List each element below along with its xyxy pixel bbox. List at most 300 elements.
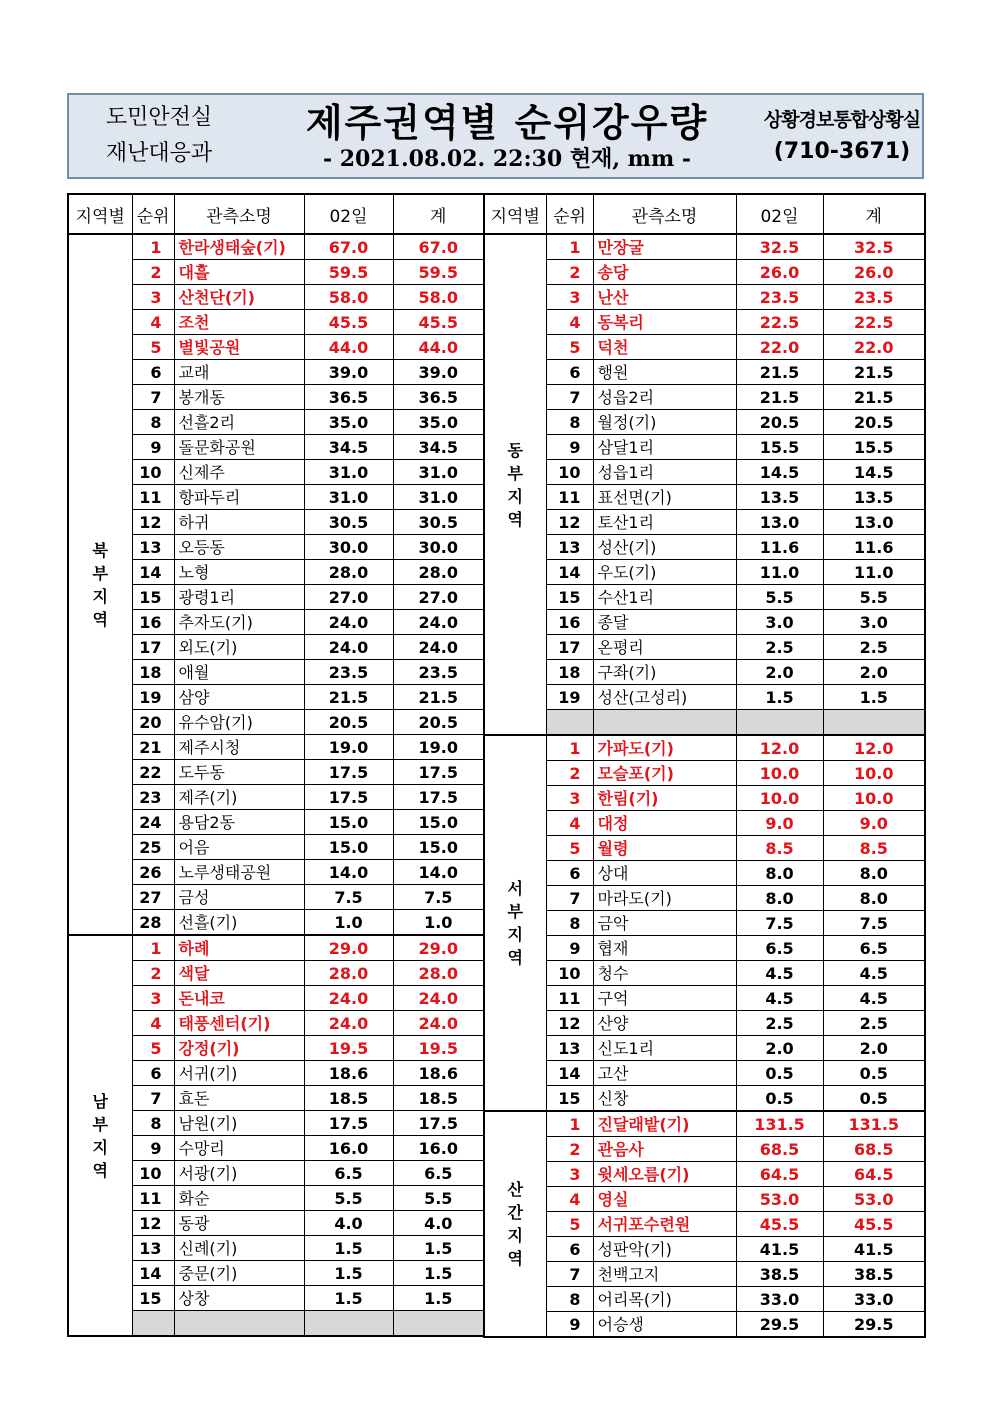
station-name-cell: 성읍1리 xyxy=(593,460,736,485)
table-row xyxy=(484,610,925,635)
table-row xyxy=(484,234,925,260)
total-rainfall-cell: 23.5 xyxy=(393,660,484,685)
station-name-cell: 하례 xyxy=(174,935,304,961)
station-name-cell: 제주시청 xyxy=(174,735,304,760)
table-row xyxy=(484,911,925,936)
station-name-cell: 한림(기) xyxy=(593,786,736,811)
day-rainfall-cell: 4.5 xyxy=(736,961,823,986)
day-rainfall-cell: 13.0 xyxy=(736,510,823,535)
region-label: 동 부 지 역 xyxy=(484,234,546,735)
office-block xyxy=(762,95,922,177)
day-rainfall-cell: 33.0 xyxy=(736,1287,823,1312)
station-name-cell: 어음 xyxy=(174,835,304,860)
report-header xyxy=(67,93,924,179)
total-rainfall-cell: 19.0 xyxy=(393,735,484,760)
total-rainfall-cell: 1.5 xyxy=(393,1236,484,1261)
rank-cell: 4 xyxy=(132,310,174,335)
station-name-cell: 색달 xyxy=(174,961,304,986)
rank-cell: 10 xyxy=(132,460,174,485)
header-station: 관측소명 xyxy=(174,194,304,234)
rank-cell: 12 xyxy=(132,510,174,535)
rank-cell: 14 xyxy=(546,1061,593,1086)
station-name-cell: 삼달1리 xyxy=(593,435,736,460)
department-line-1: 도민안전실 xyxy=(105,105,213,130)
day-rainfall-cell: 36.5 xyxy=(304,385,393,410)
day-rainfall-cell: 67.0 xyxy=(304,234,393,260)
day-rainfall-cell: 30.5 xyxy=(304,510,393,535)
station-name-cell: 종달 xyxy=(593,610,736,635)
table-row xyxy=(484,385,925,410)
rank-cell: 5 xyxy=(132,335,174,360)
day-rainfall-cell: 29.0 xyxy=(304,935,393,961)
day-rainfall-cell: 1.5 xyxy=(304,1261,393,1286)
rank-cell: 18 xyxy=(546,660,593,685)
table-row xyxy=(484,1036,925,1061)
total-rainfall-cell: 31.0 xyxy=(393,460,484,485)
station-name-cell: 천백고지 xyxy=(593,1262,736,1287)
day-rainfall-cell: 2.0 xyxy=(736,660,823,685)
office-phone: (710-3671) xyxy=(773,139,911,164)
total-rainfall-cell: 17.5 xyxy=(393,785,484,810)
day-rainfall-cell: 45.5 xyxy=(736,1212,823,1237)
rank-cell: 15 xyxy=(132,585,174,610)
station-name-cell: 신창 xyxy=(593,1086,736,1112)
day-rainfall-cell: 17.5 xyxy=(304,785,393,810)
day-rainfall-cell: 28.0 xyxy=(304,560,393,585)
total-rainfall-cell: 64.5 xyxy=(823,1162,925,1187)
station-name-cell: 덕천 xyxy=(593,335,736,360)
total-rainfall-cell: 39.0 xyxy=(393,360,484,385)
station-name-cell: 대정 xyxy=(593,811,736,836)
rank-cell: 22 xyxy=(132,760,174,785)
day-rainfall-cell: 8.5 xyxy=(736,836,823,861)
title-block xyxy=(249,95,765,177)
day-rainfall-cell: 21.5 xyxy=(736,360,823,385)
header-day: 02일 xyxy=(736,194,823,234)
day-rainfall-cell: 6.5 xyxy=(736,936,823,961)
rank-cell: 7 xyxy=(132,1086,174,1111)
total-rainfall-cell: 1.5 xyxy=(823,685,925,710)
station-name-cell: 교래 xyxy=(174,360,304,385)
rank-cell: 26 xyxy=(132,860,174,885)
total-rainfall-cell: 21.5 xyxy=(823,385,925,410)
rank-cell: 17 xyxy=(546,635,593,660)
station-name-cell: 오등동 xyxy=(174,535,304,560)
rank-cell: 20 xyxy=(132,710,174,735)
day-rainfall-cell: 7.5 xyxy=(304,885,393,910)
day-rainfall-cell: 12.0 xyxy=(736,735,823,761)
total-rainfall-cell: 1.5 xyxy=(393,1261,484,1286)
table-row xyxy=(484,510,925,535)
station-name-cell: 용담2동 xyxy=(174,810,304,835)
rank-cell: 6 xyxy=(546,1237,593,1262)
day-rainfall-cell: 4.0 xyxy=(304,1211,393,1236)
total-rainfall-cell: 4.5 xyxy=(823,986,925,1011)
rank-cell: 27 xyxy=(132,885,174,910)
rank-cell: 4 xyxy=(546,310,593,335)
rank-cell: 7 xyxy=(546,886,593,911)
station-name-cell: 고산 xyxy=(593,1061,736,1086)
empty-cell xyxy=(393,1311,484,1337)
day-rainfall-cell: 17.5 xyxy=(304,760,393,785)
station-name-cell: 난산 xyxy=(593,285,736,310)
station-name-cell: 선흘2리 xyxy=(174,410,304,435)
day-rainfall-cell: 24.0 xyxy=(304,610,393,635)
station-name-cell: 송당 xyxy=(593,260,736,285)
day-rainfall-cell: 30.0 xyxy=(304,535,393,560)
station-name-cell: 제주(기) xyxy=(174,785,304,810)
day-rainfall-cell: 31.0 xyxy=(304,460,393,485)
rank-cell: 8 xyxy=(546,410,593,435)
day-rainfall-cell: 0.5 xyxy=(736,1061,823,1086)
station-name-cell: 만장굴 xyxy=(593,234,736,260)
day-rainfall-cell: 16.0 xyxy=(304,1136,393,1161)
total-rainfall-cell: 8.0 xyxy=(823,886,925,911)
rank-cell: 3 xyxy=(132,986,174,1011)
station-name-cell: 행원 xyxy=(593,360,736,385)
rank-cell: 15 xyxy=(546,585,593,610)
header-region: 지역별 xyxy=(68,194,132,234)
station-name-cell: 봉개동 xyxy=(174,385,304,410)
day-rainfall-cell: 11.6 xyxy=(736,535,823,560)
total-rainfall-cell: 36.5 xyxy=(393,385,484,410)
total-rainfall-cell: 12.0 xyxy=(823,735,925,761)
rank-cell: 11 xyxy=(132,485,174,510)
day-rainfall-cell: 2.5 xyxy=(736,1011,823,1036)
total-rainfall-cell: 67.0 xyxy=(393,234,484,260)
rank-cell: 3 xyxy=(546,285,593,310)
station-name-cell: 월령 xyxy=(593,836,736,861)
table-row xyxy=(484,1086,925,1112)
station-name-cell: 도두동 xyxy=(174,760,304,785)
rank-cell: 5 xyxy=(546,335,593,360)
station-name-cell: 효돈 xyxy=(174,1086,304,1111)
total-rainfall-cell: 2.5 xyxy=(823,1011,925,1036)
station-name-cell: 온평리 xyxy=(593,635,736,660)
station-name-cell: 남원(기) xyxy=(174,1111,304,1136)
table-row xyxy=(484,285,925,310)
station-name-cell: 서귀(기) xyxy=(174,1061,304,1086)
day-rainfall-cell: 6.5 xyxy=(304,1161,393,1186)
rank-cell: 2 xyxy=(546,761,593,786)
rank-cell: 11 xyxy=(546,986,593,1011)
total-rainfall-cell: 30.0 xyxy=(393,535,484,560)
day-rainfall-cell: 59.5 xyxy=(304,260,393,285)
rank-cell: 7 xyxy=(546,385,593,410)
total-rainfall-cell: 29.0 xyxy=(393,935,484,961)
station-name-cell: 구좌(기) xyxy=(593,660,736,685)
table-row xyxy=(484,961,925,986)
station-name-cell: 광령1리 xyxy=(174,585,304,610)
total-rainfall-cell: 4.5 xyxy=(823,961,925,986)
day-rainfall-cell: 23.5 xyxy=(304,660,393,685)
station-name-cell: 가파도(기) xyxy=(593,735,736,761)
day-rainfall-cell: 7.5 xyxy=(736,911,823,936)
rank-cell: 4 xyxy=(546,1187,593,1212)
day-rainfall-cell: 15.0 xyxy=(304,810,393,835)
rank-cell: 4 xyxy=(132,1011,174,1036)
day-rainfall-cell: 22.0 xyxy=(736,335,823,360)
table-row xyxy=(484,410,925,435)
station-name-cell: 상대 xyxy=(593,861,736,886)
day-rainfall-cell: 68.5 xyxy=(736,1137,823,1162)
rank-cell: 6 xyxy=(546,360,593,385)
station-name-cell: 모슬포(기) xyxy=(593,761,736,786)
header-rank: 순위 xyxy=(546,194,593,234)
station-name-cell: 금성 xyxy=(174,885,304,910)
rank-cell: 14 xyxy=(132,1261,174,1286)
total-rainfall-cell: 30.5 xyxy=(393,510,484,535)
station-name-cell: 우도(기) xyxy=(593,560,736,585)
total-rainfall-cell: 58.0 xyxy=(393,285,484,310)
station-name-cell: 중문(기) xyxy=(174,1261,304,1286)
table-row xyxy=(484,1011,925,1036)
station-name-cell: 외도(기) xyxy=(174,635,304,660)
rank-cell: 1 xyxy=(132,234,174,260)
rank-cell: 11 xyxy=(546,485,593,510)
station-name-cell: 서광(기) xyxy=(174,1161,304,1186)
table-row xyxy=(68,935,484,961)
station-name-cell: 협재 xyxy=(593,936,736,961)
day-rainfall-cell: 15.0 xyxy=(304,835,393,860)
station-name-cell: 윗세오름(기) xyxy=(593,1162,736,1187)
total-rainfall-cell: 24.0 xyxy=(393,1011,484,1036)
day-rainfall-cell: 38.5 xyxy=(736,1262,823,1287)
day-rainfall-cell: 2.5 xyxy=(736,635,823,660)
day-rainfall-cell: 22.5 xyxy=(736,310,823,335)
station-name-cell: 표선면(기) xyxy=(593,485,736,510)
station-name-cell: 태풍센터(기) xyxy=(174,1011,304,1036)
station-name-cell: 유수암(기) xyxy=(174,710,304,735)
total-rainfall-cell: 0.5 xyxy=(823,1061,925,1086)
empty-row xyxy=(484,710,925,736)
total-rainfall-cell: 68.5 xyxy=(823,1137,925,1162)
day-rainfall-cell: 1.5 xyxy=(736,685,823,710)
day-rainfall-cell: 18.6 xyxy=(304,1061,393,1086)
day-rainfall-cell: 28.0 xyxy=(304,961,393,986)
station-name-cell: 화순 xyxy=(174,1186,304,1211)
header-rank: 순위 xyxy=(132,194,174,234)
day-rainfall-cell: 1.5 xyxy=(304,1236,393,1261)
table-row xyxy=(484,861,925,886)
total-rainfall-cell: 2.0 xyxy=(823,660,925,685)
total-rainfall-cell: 15.0 xyxy=(393,810,484,835)
day-rainfall-cell: 20.5 xyxy=(304,710,393,735)
day-rainfall-cell: 11.0 xyxy=(736,560,823,585)
station-name-cell: 애월 xyxy=(174,660,304,685)
total-rainfall-cell: 24.0 xyxy=(393,635,484,660)
rank-cell: 1 xyxy=(132,935,174,961)
rank-cell: 21 xyxy=(132,735,174,760)
table-row xyxy=(484,585,925,610)
total-rainfall-cell: 1.0 xyxy=(393,910,484,936)
rank-cell: 1 xyxy=(546,234,593,260)
table-row xyxy=(484,811,925,836)
empty-cell xyxy=(823,710,925,736)
rank-cell: 15 xyxy=(546,1086,593,1112)
total-rainfall-cell: 8.5 xyxy=(823,836,925,861)
station-name-cell: 구억 xyxy=(593,986,736,1011)
station-name-cell: 영실 xyxy=(593,1187,736,1212)
total-rainfall-cell: 11.6 xyxy=(823,535,925,560)
table-row xyxy=(484,1287,925,1312)
day-rainfall-cell: 31.0 xyxy=(304,485,393,510)
rank-cell: 13 xyxy=(546,535,593,560)
day-rainfall-cell: 20.5 xyxy=(736,410,823,435)
total-rainfall-cell: 24.0 xyxy=(393,610,484,635)
station-name-cell: 삼양 xyxy=(174,685,304,710)
rank-cell: 24 xyxy=(132,810,174,835)
station-name-cell: 추자도(기) xyxy=(174,610,304,635)
table-row xyxy=(484,1262,925,1287)
table-row xyxy=(484,310,925,335)
total-rainfall-cell: 18.6 xyxy=(393,1061,484,1086)
station-name-cell: 청수 xyxy=(593,961,736,986)
total-rainfall-cell: 10.0 xyxy=(823,761,925,786)
table-row xyxy=(484,635,925,660)
station-name-cell: 수망리 xyxy=(174,1136,304,1161)
total-rainfall-cell: 29.5 xyxy=(823,1312,925,1338)
rank-cell: 12 xyxy=(546,510,593,535)
station-name-cell: 대흘 xyxy=(174,260,304,285)
total-rainfall-cell: 14.0 xyxy=(393,860,484,885)
region-label: 서 부 지 역 xyxy=(484,735,546,1111)
total-rainfall-cell: 45.5 xyxy=(393,310,484,335)
table-row xyxy=(68,234,484,260)
rank-cell: 13 xyxy=(546,1036,593,1061)
rank-cell: 9 xyxy=(132,435,174,460)
table-row xyxy=(484,485,925,510)
empty-cell xyxy=(304,1311,393,1337)
station-name-cell: 조천 xyxy=(174,310,304,335)
table-row xyxy=(484,335,925,360)
day-rainfall-cell: 41.5 xyxy=(736,1237,823,1262)
station-name-cell: 선흘(기) xyxy=(174,910,304,936)
table-row xyxy=(484,735,925,761)
rank-cell: 19 xyxy=(132,685,174,710)
station-name-cell: 수산1리 xyxy=(593,585,736,610)
header-region: 지역별 xyxy=(484,194,546,234)
day-rainfall-cell: 24.0 xyxy=(304,635,393,660)
total-rainfall-cell: 32.5 xyxy=(823,234,925,260)
region-label: 북 부 지 역 xyxy=(68,234,132,935)
station-name-cell: 노형 xyxy=(174,560,304,585)
table-row xyxy=(484,435,925,460)
station-name-cell: 성판악(기) xyxy=(593,1237,736,1262)
rank-cell: 5 xyxy=(132,1036,174,1061)
table-row xyxy=(484,660,925,685)
day-rainfall-cell: 18.5 xyxy=(304,1086,393,1111)
header-total: 계 xyxy=(393,194,484,234)
rank-cell: 23 xyxy=(132,785,174,810)
total-rainfall-cell: 21.5 xyxy=(393,685,484,710)
station-name-cell: 진달래밭(기) xyxy=(593,1111,736,1137)
rank-cell: 9 xyxy=(546,936,593,961)
day-rainfall-cell: 34.5 xyxy=(304,435,393,460)
rank-cell: 17 xyxy=(132,635,174,660)
day-rainfall-cell: 17.5 xyxy=(304,1111,393,1136)
empty-cell xyxy=(174,1311,304,1337)
station-name-cell: 금악 xyxy=(593,911,736,936)
day-rainfall-cell: 19.5 xyxy=(304,1036,393,1061)
rank-cell: 7 xyxy=(132,385,174,410)
station-name-cell: 돌문화공원 xyxy=(174,435,304,460)
total-rainfall-cell: 41.5 xyxy=(823,1237,925,1262)
table-row xyxy=(484,1237,925,1262)
station-name-cell: 항파두리 xyxy=(174,485,304,510)
rank-cell: 14 xyxy=(546,560,593,585)
rank-cell: 9 xyxy=(546,1312,593,1338)
total-rainfall-cell: 6.5 xyxy=(393,1161,484,1186)
table-row xyxy=(484,936,925,961)
day-rainfall-cell: 39.0 xyxy=(304,360,393,385)
total-rainfall-cell: 23.5 xyxy=(823,285,925,310)
total-rainfall-cell: 17.5 xyxy=(393,760,484,785)
rank-cell: 9 xyxy=(132,1136,174,1161)
table-row xyxy=(484,1187,925,1212)
station-name-cell: 성읍2리 xyxy=(593,385,736,410)
rank-cell: 13 xyxy=(132,535,174,560)
rank-cell: 12 xyxy=(546,1011,593,1036)
day-rainfall-cell: 35.0 xyxy=(304,410,393,435)
rank-cell: 12 xyxy=(132,1211,174,1236)
empty-cell xyxy=(593,710,736,736)
day-rainfall-cell: 5.5 xyxy=(304,1186,393,1211)
day-rainfall-cell: 19.0 xyxy=(304,735,393,760)
day-rainfall-cell: 58.0 xyxy=(304,285,393,310)
total-rainfall-cell: 5.5 xyxy=(823,585,925,610)
total-rainfall-cell: 3.0 xyxy=(823,610,925,635)
total-rainfall-cell: 20.5 xyxy=(393,710,484,735)
total-rainfall-cell: 7.5 xyxy=(393,885,484,910)
day-rainfall-cell: 21.5 xyxy=(304,685,393,710)
region-label: 산 간 지 역 xyxy=(484,1111,546,1337)
station-name-cell: 어리목(기) xyxy=(593,1287,736,1312)
day-rainfall-cell: 8.0 xyxy=(736,861,823,886)
station-name-cell: 성산(기) xyxy=(593,535,736,560)
station-name-cell: 토산1리 xyxy=(593,510,736,535)
empty-cell xyxy=(132,1311,174,1337)
total-rainfall-cell: 28.0 xyxy=(393,961,484,986)
rainfall-table-left xyxy=(67,193,485,1337)
table-row xyxy=(484,360,925,385)
rank-cell: 1 xyxy=(546,735,593,761)
day-rainfall-cell: 1.5 xyxy=(304,1286,393,1311)
rank-cell: 6 xyxy=(132,1061,174,1086)
rank-cell: 15 xyxy=(132,1286,174,1311)
day-rainfall-cell: 14.5 xyxy=(736,460,823,485)
day-rainfall-cell: 9.0 xyxy=(736,811,823,836)
rank-cell: 3 xyxy=(546,1162,593,1187)
rank-cell: 3 xyxy=(132,285,174,310)
table-row xyxy=(484,836,925,861)
station-name-cell: 신도1리 xyxy=(593,1036,736,1061)
rank-cell: 25 xyxy=(132,835,174,860)
total-rainfall-cell: 21.5 xyxy=(823,360,925,385)
region-label: 남 부 지 역 xyxy=(68,935,132,1336)
total-rainfall-cell: 20.5 xyxy=(823,410,925,435)
day-rainfall-cell: 4.5 xyxy=(736,986,823,1011)
rank-cell: 10 xyxy=(132,1161,174,1186)
table-row xyxy=(484,886,925,911)
rank-cell: 5 xyxy=(546,1212,593,1237)
total-rainfall-cell: 13.0 xyxy=(823,510,925,535)
table-row xyxy=(484,1137,925,1162)
table-row xyxy=(484,460,925,485)
rank-cell: 19 xyxy=(546,685,593,710)
total-rainfall-cell: 33.0 xyxy=(823,1287,925,1312)
rank-cell: 2 xyxy=(132,260,174,285)
